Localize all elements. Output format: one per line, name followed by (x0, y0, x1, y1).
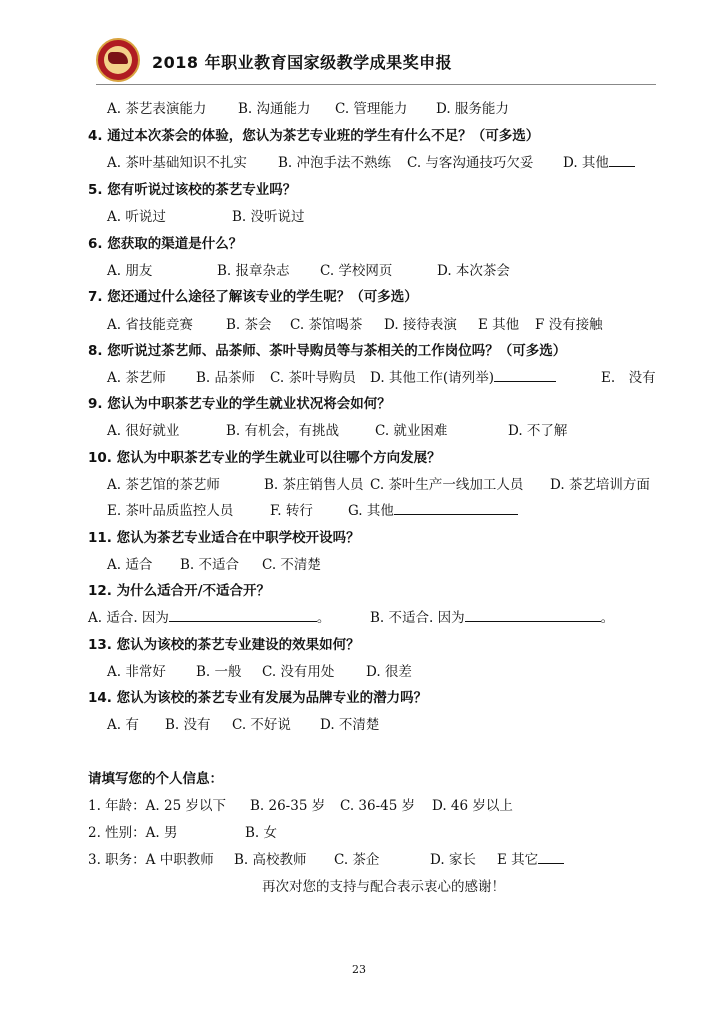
q4-option-b: B. 冲泡手法不熟练 (278, 155, 392, 171)
job-option-d: D. 家长 (430, 852, 476, 868)
question-4: 4. 通过本次茶会的体验，您认为茶艺专业班的学生有什么不足？（可多选） (88, 128, 540, 144)
q3-option-a: A. 茶艺表演能力 (107, 101, 207, 117)
q5-option-a: A. 听说过 (107, 209, 166, 225)
gender-option-b: B. 女 (245, 825, 278, 841)
school-emblem-icon (96, 38, 140, 82)
q7-option-c: C. 茶馆喝茶 (290, 317, 363, 333)
q12-option-b (370, 606, 614, 626)
age-option-c: C. 36-45 岁 (340, 798, 416, 814)
job-label: 3. 职务：A 中职教师 (88, 852, 214, 868)
page-number: 23 (352, 963, 366, 976)
q4-fill-blank[interactable] (609, 154, 635, 167)
q10-option-g (348, 499, 518, 519)
question-7: 7. 您还通过什么途径了解该专业的学生呢？（可多选） (88, 289, 418, 305)
q13-option-c: C. 没有用处 (262, 664, 335, 680)
q7-option-e: E 其他 (478, 317, 520, 333)
q4-option-a: A. 茶叶基础知识不扎实 (107, 155, 247, 171)
q10-option-e: E. 茶叶品质监控人员 (107, 503, 234, 519)
q6-option-c: C. 学校网页 (320, 263, 393, 279)
q8-option-d (370, 366, 556, 386)
age-option-b: B. 26-35 岁 (250, 798, 326, 814)
q12-a-fill-blank[interactable] (169, 609, 317, 622)
q10-option-f: F. 转行 (270, 503, 313, 519)
q10-option-c: C. 茶叶生产一线加工人员 (370, 477, 524, 493)
q7-option-a: A. 省技能竞赛 (107, 317, 193, 333)
q4-option-c: C. 与客沟通技巧欠妥 (407, 155, 534, 171)
q10-fill-blank[interactable] (394, 502, 518, 515)
q14-option-d: D. 不清楚 (320, 717, 380, 733)
q12-b-period: 。 (600, 610, 615, 626)
closing-message: 再次对您的支持与配合表示衷心的感谢！ (262, 879, 505, 895)
q13-option-a: A. 非常好 (107, 664, 166, 680)
q10-option-g-label: G. 其他 (348, 503, 394, 519)
q9-option-c: C. 就业困难 (375, 423, 448, 439)
q12-b-fill-blank[interactable] (465, 609, 601, 622)
q10-option-a: A. 茶艺馆的茶艺师 (107, 477, 220, 493)
q5-option-b: B. 没听说过 (232, 209, 305, 225)
q7-option-b: B. 茶会 (226, 317, 272, 333)
q14-option-c: C. 不好说 (232, 717, 291, 733)
job-option-b: B. 高校教师 (234, 852, 307, 868)
q4-option-d-label: D. 其他 (563, 155, 609, 171)
q13-option-d: D. 很差 (366, 664, 412, 680)
q8-option-b: B. 品茶师 (196, 370, 256, 386)
q12-option-a (88, 606, 330, 626)
age-option-d: D. 46 岁以上 (432, 798, 513, 814)
page-header (96, 38, 656, 86)
q4-option-d (563, 151, 635, 171)
q8-fill-blank[interactable] (494, 369, 556, 382)
header-title: 2018 年职业教育国家级教学成果奖申报 (152, 53, 453, 72)
q14-option-a: A. 有 (107, 717, 139, 733)
q9-option-d: D. 不了解 (508, 423, 568, 439)
question-8: 8. 您听说过茶艺师、品茶师、茶叶导购员等与茶相关的工作岗位吗？（可多选） (88, 343, 567, 359)
q12-option-b-label: B. 不适合. 因为 (370, 610, 465, 626)
q10-option-b: B. 茶庄销售人员 (264, 477, 364, 493)
q7-option-d: D. 接待表演 (384, 317, 457, 333)
personal-info-heading: 请填写您的个人信息： (88, 771, 223, 787)
header-divider (96, 84, 656, 85)
age-label: 1. 年龄：A. 25 岁以下 (88, 798, 226, 814)
question-11: 11. 您认为茶艺专业适合在中职学校开设吗？ (88, 530, 360, 546)
job-option-c: C. 茶企 (334, 852, 380, 868)
question-9: 9. 您认为中职茶艺专业的学生就业状况将会如何？ (88, 396, 391, 412)
q8-option-d-label: D. 其他工作(请列举) (370, 370, 494, 386)
q13-option-b: B. 一般 (196, 664, 242, 680)
q12-option-a-label: A. 适合. 因为 (88, 610, 169, 626)
q8-option-a: A. 茶艺师 (107, 370, 166, 386)
q9-option-b: B. 有机会，有挑战 (226, 423, 340, 439)
gender-label: 2. 性别：A. 男 (88, 825, 178, 841)
q3-option-d: D. 服务能力 (436, 101, 509, 117)
question-12: 12. 为什么适合开/不适合开？ (88, 583, 271, 599)
question-10: 10. 您认为中职茶艺专业的学生就业可以往哪个方向发展？ (88, 450, 441, 466)
job-option-e (497, 848, 564, 868)
q8-option-c: C. 茶叶导购员 (270, 370, 356, 386)
q6-option-a: A. 朋友 (107, 263, 153, 279)
job-fill-blank[interactable] (538, 851, 564, 864)
q8-option-e: E. 没有 (601, 370, 656, 386)
q11-option-a: A. 适合 (107, 557, 153, 573)
job-option-e-label: E 其它 (497, 852, 539, 868)
q12-a-period: 。 (316, 610, 331, 626)
q10-option-d: D. 茶艺培训方面 (550, 477, 650, 493)
q11-option-b: B. 不适合 (180, 557, 240, 573)
q7-option-f: F 没有接触 (535, 317, 603, 333)
q14-option-b: B. 没有 (165, 717, 211, 733)
question-5: 5. 您有听说过该校的茶艺专业吗？ (88, 182, 297, 198)
q9-option-a: A. 很好就业 (107, 423, 180, 439)
question-13: 13. 您认为该校的茶艺专业建设的效果如何？ (88, 637, 360, 653)
q3-option-c: C. 管理能力 (335, 101, 408, 117)
q6-option-d: D. 本次茶会 (437, 263, 510, 279)
question-6: 6. 您获取的渠道是什么？ (88, 236, 243, 252)
q11-option-c: C. 不清楚 (262, 557, 321, 573)
q3-option-b: B. 沟通能力 (238, 101, 311, 117)
question-14: 14. 您认为该校的茶艺专业有发展为品牌专业的潜力吗？ (88, 690, 428, 706)
q6-option-b: B. 报章杂志 (217, 263, 290, 279)
